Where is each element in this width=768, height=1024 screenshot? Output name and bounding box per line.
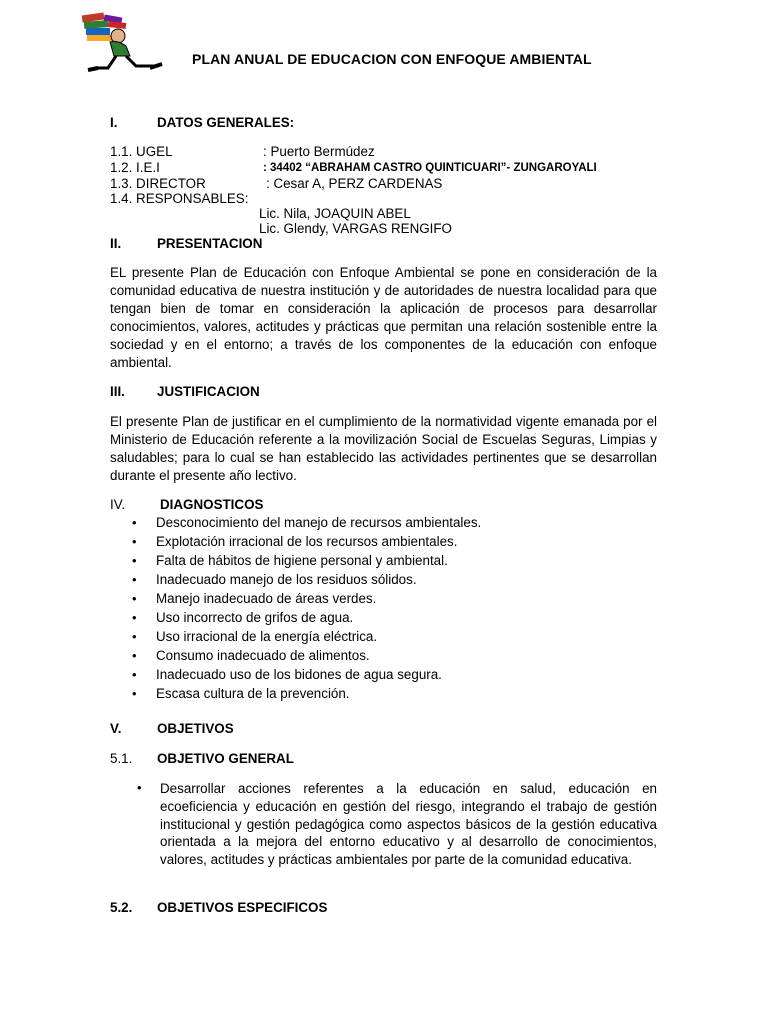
person-carrying-books-icon [74, 12, 164, 76]
subsection-heading-objetivos-especificos [110, 900, 327, 915]
bullet-icon: • [137, 780, 142, 795]
subsection-number: 5.1. [110, 751, 133, 766]
list-item: • Explotación irracional de los recursos ambientales. [132, 534, 458, 549]
iei-value: : 34402 “ABRAHAM CASTRO QUINTICUARI”- ZUNGAROYALI [263, 162, 597, 174]
responsables-label: 1.4. RESPONSABLES: [110, 191, 249, 206]
section-heading-justificacion [110, 384, 260, 399]
section-title: OBJETIVOS [157, 721, 234, 736]
subsection-title: OBJETIVO GENERAL [157, 751, 294, 766]
bullet-icon: • [132, 553, 137, 568]
objetivo-general-text: Desarrollar acciones referentes a la educación en salud, educación en ecoeficiencia y educación en gestión del riesgo, integrando el trabajo de gestión institucional y gestión pedagógica como aspectos básicos de la gestión educativa orientada a la mejora del entorno educativo y al desarrollo de conocimientos, valores, actitudes y prácticas ambientales por parte de la comunidad educativa. [160, 781, 657, 868]
bullet-icon: • [132, 667, 137, 682]
ugel-label: 1.1. UGEL [110, 144, 173, 159]
subsection-title: OBJETIVOS ESPECIFICOS [157, 900, 328, 915]
list-item: • Inadecuado uso de los bidones de agua segura. [132, 667, 442, 682]
bullet-icon: • [132, 629, 137, 644]
bullet-icon: • [132, 648, 137, 663]
list-item: • Consumo inadecuado de alimentos. [132, 648, 370, 663]
section-title: PRESENTACION [157, 236, 263, 251]
director-value: : Cesar A, PERZ CARDENAS [266, 176, 443, 191]
presentacion-paragraph: EL presente Plan de Educación con Enfoque Ambiental se pone en consideración de la comunidad educativa de nuestra institución y de autoridades de nuestra localidad para que tengan bien de tomar en consideración la aplicación de procesos para desarrollar conocimientos, valores, actitudes y prácticas que permitan una relación sostenible entre la sociedad y en el entorno; a través de los componentes de la educación con enfoque ambiental. [110, 265, 657, 370]
director-label: 1.3. DIRECTOR [110, 176, 206, 191]
subsection-heading-objetivo-general [110, 751, 294, 766]
bullet-icon: • [132, 515, 137, 530]
list-item: • Escasa cultura de la prevención. [132, 686, 350, 701]
bullet-icon: • [132, 572, 137, 587]
diagnosticos-list [131, 513, 481, 703]
responsable-1: Lic. Nila, JOAQUIN ABEL [259, 206, 411, 221]
section-number: V. [110, 721, 122, 736]
section-title: JUSTIFICACION [157, 384, 260, 399]
section-heading-objetivos [110, 721, 234, 736]
list-item: • Manejo inadecuado de áreas verdes. [132, 591, 377, 606]
section-number: I. [110, 115, 118, 130]
subsection-number: 5.2. [110, 900, 133, 915]
section-title: DIAGNOSTICOS [160, 497, 264, 512]
iei-label: 1.2. I.E.I [110, 160, 160, 175]
list-item: • Inadecuado manejo de los residuos sólidos. [132, 572, 417, 587]
section-heading-datos-generales [110, 115, 294, 130]
responsable-2: Lic. Glendy, VARGAS RENGIFO [259, 221, 452, 236]
section-number: III. [110, 384, 125, 399]
list-item: • Uso incorrecto de grifos de agua. [132, 610, 354, 625]
list-item: • Desconocimiento del manejo de recursos ambientales. [132, 515, 482, 530]
section-title: DATOS GENERALES: [157, 115, 295, 130]
section-number: IV. [110, 497, 126, 512]
section-heading-diagnosticos [110, 497, 263, 512]
section-heading-presentacion [110, 236, 262, 251]
ugel-value: : Puerto Bermúdez [263, 144, 375, 159]
document-title: PLAN ANUAL DE EDUCACION CON ENFOQUE AMBIENTAL [192, 51, 592, 67]
list-item: • Falta de hábitos de higiene personal y ambiental. [132, 553, 448, 568]
bullet-icon: • [132, 686, 137, 701]
list-item: • Uso irracional de la energía eléctrica. [132, 629, 378, 644]
section-number: II. [110, 236, 122, 251]
justificacion-paragraph: El presente Plan de justificar en el cumplimiento de la normatividad vigente emanada por el Ministerio de Educación referente a la movilización Social de Escuelas Seguras, Limpias y saludables; para lo cual se han establecido las actividades pertinentes que se desarrollan durante el presente año lectivo. [110, 414, 657, 483]
bullet-icon: • [132, 610, 137, 625]
bullet-icon: • [132, 591, 137, 606]
bullet-icon: • [132, 534, 137, 549]
